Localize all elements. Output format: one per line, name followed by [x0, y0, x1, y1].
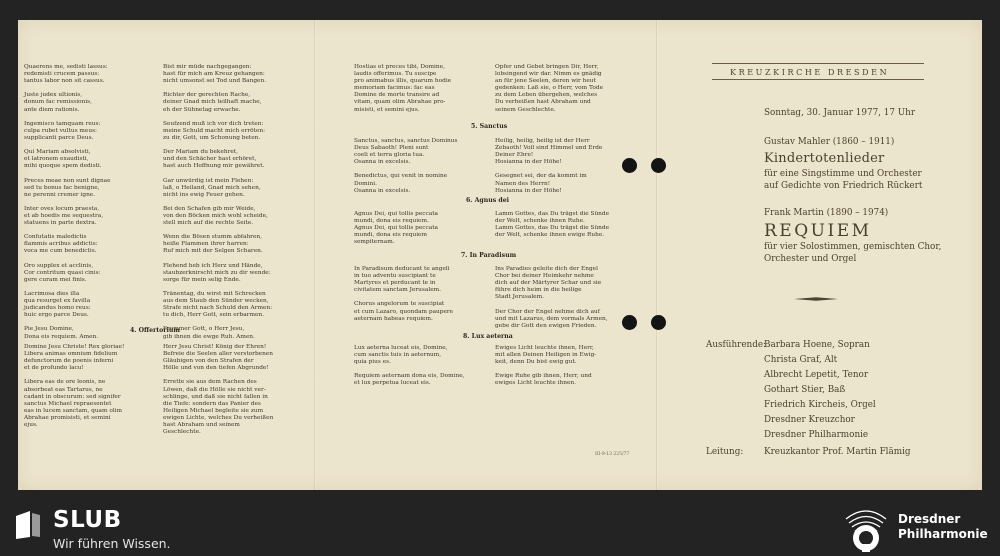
- print-code: III-9-13 225/77: [595, 452, 630, 457]
- german-text-block: Ewiges Licht leuchte ihnen, Herr, mit allen Deinen Heiligen in Ewig- keit, denn Du bist ewig gut. Ewige Ruhe gib ihnen, Herr, und ewiges Licht leuchte ihnen.: [495, 345, 597, 387]
- header-rule: [712, 79, 924, 80]
- work-description: für eine Singstimme und Orchester: [764, 169, 922, 179]
- latin-text-block: Quaerens me, sedisti lassus: redemisti crucem passus: tantus labor non sit cassus. Juste judex ultionis, donum fac remissionis, ante diem rationis. Ingemisco tamquam reus: culpa rubet vultus meus: supplicanti parce Deus. Qui Mariam absolvisti, et latronem exaudisti, mihi quoque spem dedisti. Preces meae non sunt dignae sed tu bonus fac benigne, ne perenni cremer igne. Inter oves locum praesta, et ab hoedis me sequestra, statuens in parte dextra. Confutatis maledictis flammis acribus addictis: voca me cum benedictis. Oro supplex et acclinis, Cor contritum quasi cinis: gere curam mei finis. Lacrimosa dies illa qua resurget ex favilla judicandus homo reus: huic ergo parce Deus. Pie Jesu Domine, Dona eis requiem. Amen.: [24, 64, 111, 340]
- german-text-block: Herr Jesu Christ! König der Ehren! Befreie die Seelen aller verstorbenen Gläubigen von den Strafen der Hölle und von den tiefen Abgrunde! Errette sie aus dem Rachen des Löwen, daß die Hölle sie nicht ver- schlinge, und daß sie nicht fallen in die Tiefe: sondern das Panier des Heiligen Michael begleite sie zum ewigen Lichte, welches Du verheißen hast Abraham und seinem Geschlechte.: [163, 344, 274, 436]
- fold-line: [314, 20, 316, 490]
- program-sheet: [18, 20, 982, 490]
- work-description: für vier Solostimmen, gemischten Chor,: [764, 242, 942, 252]
- german-text-block: Heilig, heilig, heilig ist der Herr Zebaoth! Voll sind Himmel und Erde Deiner Ehre! Hosianna in der Höhe! Gesegnet sei, der da kommt im Namen des Herrn! Hosianna in der Höhe!: [495, 138, 603, 194]
- german-text-block: Ins Paradies geleite dich der Engel Chor bei deiner Heimkehr nehme dich auf der Märtyrer Schar und sie führe dich heim in die heilige Stadt Jerusalem. Der Chor der Engel nehme dich auf und mit Lazarus, dem vormals Armen, gebe dir Gott den ewigen Frieden.: [495, 266, 608, 329]
- latin-text-block: Hostias et preces tibi, Domine, laudis offerimus. Tu suscipe pro animabus illis, quarum hodie memoriam facimus: fac eas Domine de morte transire ad vitam, quam olim Abrahae pro- misisti, et semini ejus.: [354, 64, 452, 113]
- header-rule: [712, 63, 924, 64]
- conductor-label: Leitung:: [706, 447, 744, 457]
- german-text-block: Opfer und Gebet bringen Dir, Herr, lobsingend wir dar. Nimm es gnädig an für jene Seelen, deren wir heut gedenken: Laß sie, o Herr, vom Tode zu dem Leben übergehen, welches Du verheißen hast Abraham und seinem Geschlechte.: [495, 64, 604, 113]
- punch-hole: [651, 158, 666, 173]
- performer-name: Friedrich Kircheis, Orgel: [764, 400, 876, 410]
- latin-text-block: Domine Jesu Christe! Rex gloriae! Libera animas omnium fidelium defunctorum de poenis inferni et de profundo lacu! Libera eas de ore leonis, ne absorbeat eas Tartarus, ne cadant in obscurum: sed signifer sanctus Michael repraesentet eas in lucem sanctam, quam olim Abrahae promisisti, et semini ejus.: [24, 344, 125, 429]
- latin-text-block: Sanctus, sanctus, sanctus Dominus Deus Sabaoth! Pleni sunt coeli et terra gloria tua. Osanna in excelsis. Benedictus, qui venit in nomine Domini. Osanna in excelsis.: [354, 138, 458, 194]
- latin-text-block: In Paradisum deducant te angeli in tuo adventu suscipiant te Martyres et perducant te in civitatem sanctam Jerusalem. Chorus angelorum te suscipiat et cum Lazaro, quondam paupere aeternam habeas requiem.: [354, 266, 454, 322]
- section-title-lux-aeterna: 8. Lux aeterna: [463, 333, 513, 340]
- work-description: Orchester und Orgel: [764, 254, 857, 264]
- punch-hole: [622, 315, 637, 330]
- latin-text-block: Agnus Dei, qui tollis peccata mundi, dona eis requiem. Agnus Dei, qui tollis peccata mundi, dona eis requiem sempiternam.: [354, 211, 439, 246]
- slub-logo-icon: [14, 510, 42, 540]
- philharmonie-logo-icon: [842, 505, 890, 553]
- section-title-sanctus: 5. Sanctus: [471, 123, 508, 130]
- latin-text-block: Lux aeterna luceat eis, Domine, cum sanctis tuis in aeternum, quia pius es. Requiem aeternam dona eis, Domine, et lux perpetua luceat eis.: [354, 345, 465, 387]
- german-text-block: Bist mir müde nachgegangen: hast für mich am Kreuz gehangen: nicht umsonst sei Tod und Bangen. Richter der gerechten Rache, deiner Gnad mich teilhaft mache, eh der Sühnetag erwache. Seufzend muß ich vor dich treten: meine Schuld macht mich erröten: zu dir, Gott, um Schonung beten. Der Mariam du bekehret, und den Schächer hast erhöret, hast auch Hoffnung mir gewähret. Gar unwürdig ist mein Flehen: laß, o Heiland, Gnad mich sehen, nicht ins ewig Feuer gehen. Bei den Schafen gib mir Weide, von den Böcken mich wohl scheide, stell mich auf die rechte Seite. Wenn die Bösen stumm abfahren, heiße Flammen ihrer harren: Ruf mich mit der Selgen Scharen. Flehend heb ich Herz und Hände, staubzerknirscht mich zu dir wende: sorge für mein selig Ende. Tränentag, du wirst mit Schrecken aus dem Staub den Sünder wecken, Strafe nicht nach Schuld den Armen: tu dich, Herr Gott, sein erbarmen. Frommer Gott, o Herr Jesu, gib ihnen die ewge Ruh. Amen.: [163, 64, 273, 340]
- composer-name: Gustav Mahler (1860 – 1911): [764, 137, 895, 147]
- fold-line: [656, 20, 658, 490]
- performer-name: Dresdner Kreuzchor: [764, 415, 855, 425]
- performer-name: Gothart Stier, Baß: [764, 385, 846, 395]
- ornament-divider: [794, 296, 838, 302]
- work-description: auf Gedichte von Friedrich Rückert: [764, 181, 923, 191]
- german-text-block: Lamm Gottes, das Du trägst die Sünde der Welt, schenke ihnen Ruhe. Lamm Gottes, das Du trägst die Sünde der Welt, schenke ihnen ewige Ruhe.: [495, 211, 610, 239]
- performer-name: Barbara Hoene, Sopran: [764, 340, 870, 350]
- work-title: Kindertotenlieder: [764, 151, 885, 166]
- slub-subtitle: Wir führen Wissen.: [53, 536, 171, 551]
- work-title: REQUIEM: [764, 221, 872, 241]
- slub-title: SLUB: [53, 507, 122, 533]
- performer-name: Albrecht Lepetit, Tenor: [764, 370, 869, 380]
- concert-date: Sonntag, 30. Januar 1977, 17 Uhr: [764, 108, 916, 118]
- section-title-in-paradisum: 7. In Paradisum: [461, 252, 517, 259]
- punch-hole: [651, 315, 666, 330]
- venue-header: KREUZKIRCHE DRESDEN: [730, 68, 890, 77]
- philharmonie-name: Dresdner Philharmonie: [898, 512, 988, 541]
- composer-name: Frank Martin (1890 – 1974): [764, 208, 889, 218]
- punch-hole: [622, 158, 637, 173]
- performers-label: Ausführende:: [706, 340, 766, 350]
- performer-name: Dresdner Philharmonie: [764, 430, 869, 440]
- conductor-name: Kreuzkantor Prof. Martin Flämig: [764, 447, 911, 457]
- section-title-offertorium: 4. Offertorium: [130, 327, 180, 334]
- performer-name: Christa Graf, Alt: [764, 355, 838, 365]
- section-title-agnus-dei: 6. Agnus dei: [466, 197, 509, 204]
